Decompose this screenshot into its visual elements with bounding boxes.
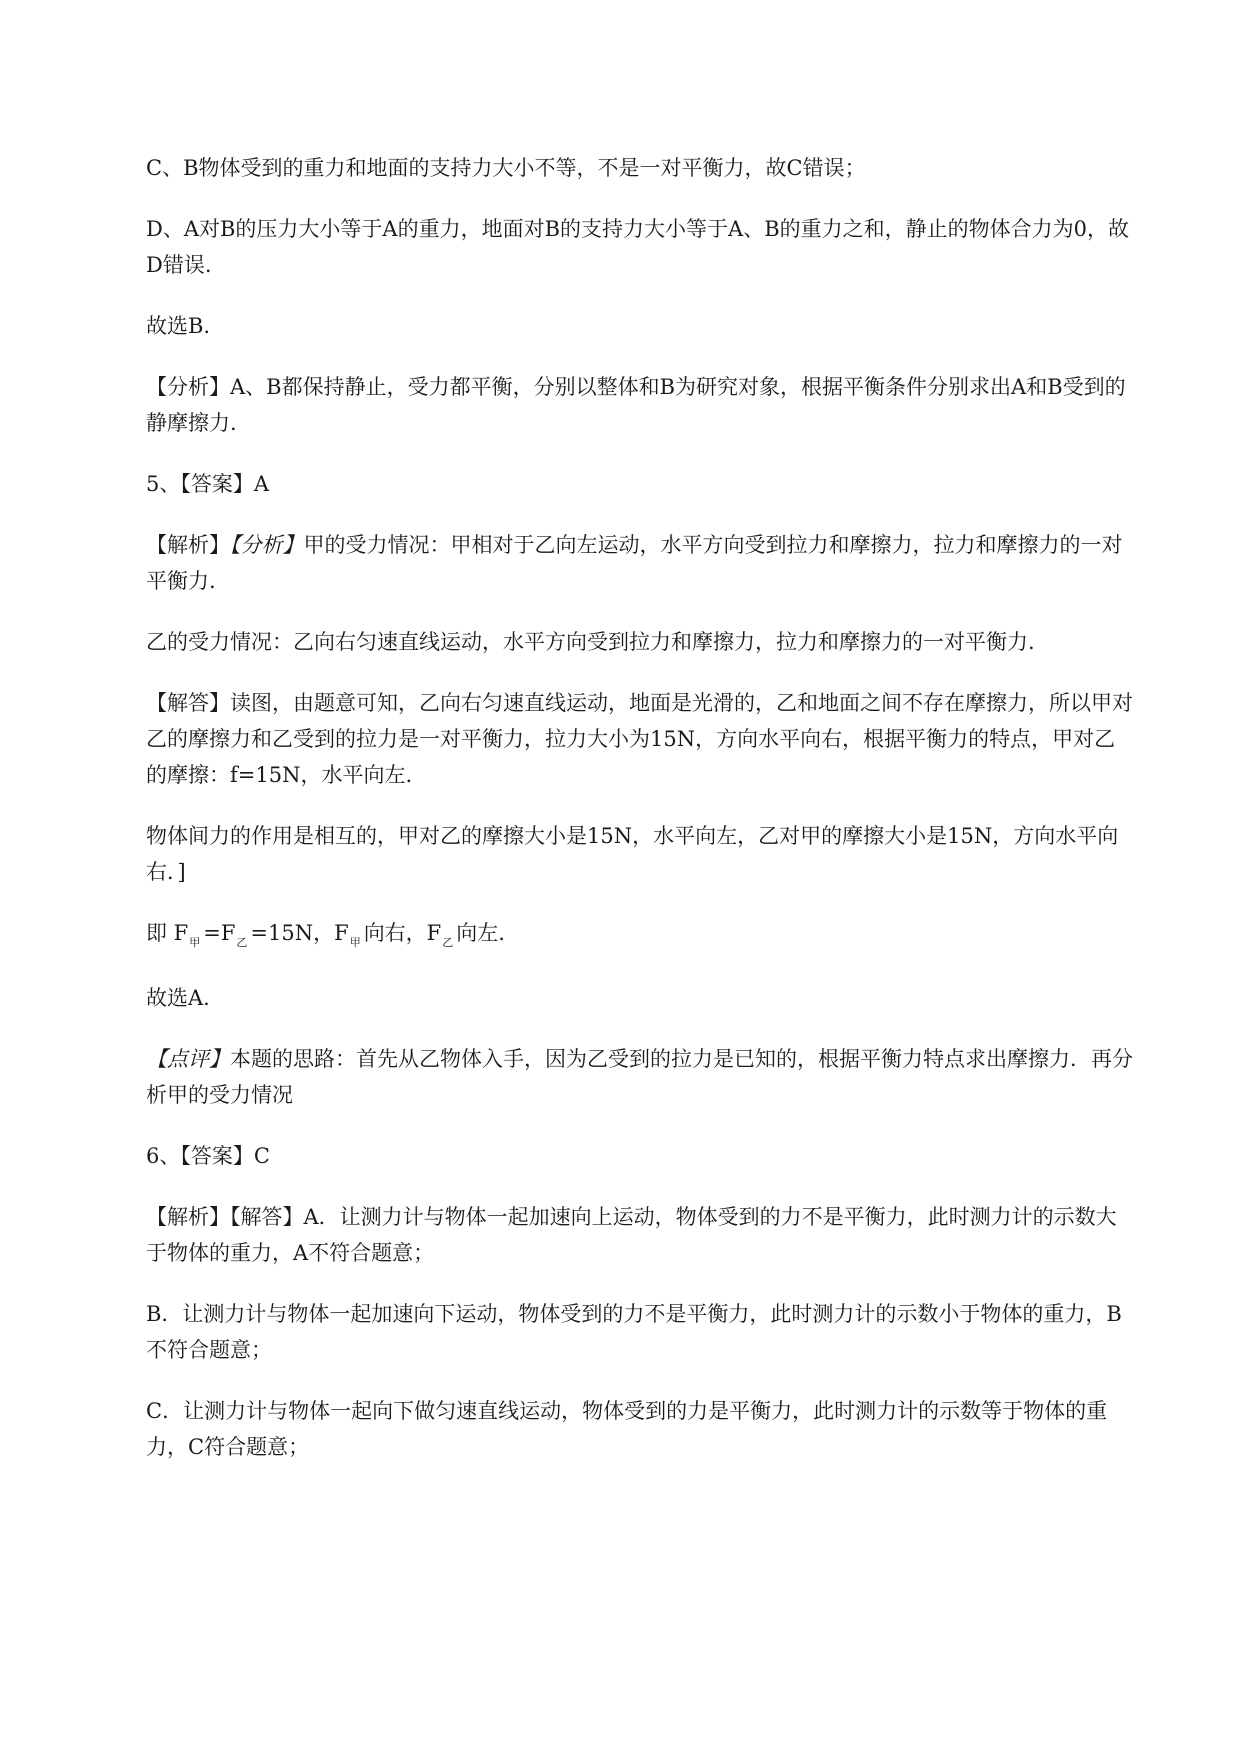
paragraph-explanation-5 (146, 527, 1136, 599)
paragraph-choose-b: 故选B. (146, 314, 211, 338)
paragraph-option-c-6: C．让测力计与物体一起向下做匀速直线运动，物体受到的力是平衡力，此时测力计的示数等于物体的重力，C符合题意； (146, 1399, 1108, 1459)
equation-text: 向左. (456, 921, 505, 945)
paragraph-comment-5 (146, 1041, 1136, 1113)
explanation-label: 【解析】 (146, 533, 230, 557)
paragraph-option-a-6: 【解析】【解答】A．让测力计与物体一起加速向上运动，物体受到的力不是平衡力，此时测力计的示数大于物体的重力，A不符合题意； (146, 1205, 1117, 1265)
document-page (146, 150, 1136, 1490)
equation-text: 向右，F (363, 921, 442, 945)
answer-6-heading: 6、【答案】C (146, 1144, 270, 1168)
paragraph-c-option: C、B物体受到的重力和地面的支持力大小不等，不是一对平衡力，故C错误； (146, 156, 866, 180)
equation-text: =15N，F (250, 921, 349, 945)
equation-subscript: 甲 (189, 936, 201, 949)
paragraph-yi-forces: 乙的受力情况：乙向右匀速直线运动，水平方向受到拉力和摩擦力，拉力和摩擦力的一对平衡力. (146, 630, 1035, 654)
equation-subscript: 甲 (349, 936, 361, 949)
comment-label: 【点评】 (146, 1047, 230, 1071)
answer-5-heading: 5、【答案】A (146, 472, 270, 496)
equation-text: =F (203, 921, 236, 945)
analysis-label: 【分析】 (230, 533, 304, 557)
explanation-text: 甲的受力情况：甲相对于乙向左运动，水平方向受到拉力和摩擦力，拉力和摩擦力的一对平衡力. (146, 533, 1123, 593)
paragraph-option-b-6: B．让测力计与物体一起加速向下运动，物体受到的力不是平衡力，此时测力计的示数小于物体的重力，B不符合题意； (146, 1302, 1122, 1362)
paragraph-choose-a: 故选A. (146, 986, 210, 1010)
paragraph-d-option: D、A对B的压力大小等于A的重力，地面对B的支持力大小等于A、B的重力之和，静止的物体合力为0，故D错误. (146, 217, 1129, 277)
paragraph-force-equation (146, 915, 1136, 955)
equation-subscript: 乙 (442, 936, 454, 949)
equation-subscript: 乙 (236, 936, 248, 949)
paragraph-solution-5: 【解答】读图，由题意可知，乙向右匀速直线运动，地面是光滑的，乙和地面之间不存在摩擦力，所以甲对乙的摩擦力和乙受到的拉力是一对平衡力，拉力大小为15N，方向水平向右，根据平衡力的特点，甲对乙的摩擦：f=15N，水平向左. (146, 691, 1133, 787)
comment-text: 本题的思路：首先从乙物体入手，因为乙受到的拉力是已知的，根据平衡力特点求出摩擦力．再分析甲的受力情况 (146, 1047, 1133, 1107)
paragraph-analysis-4: 【分析】A、B都保持静止，受力都平衡，分别以整体和B为研究对象，根据平衡条件分别求出A和B受到的静摩擦力. (146, 375, 1126, 435)
equation-text: 即 F (146, 921, 189, 945)
paragraph-mutual-force: 物体间力的作用是相互的，甲对乙的摩擦大小是15N，水平向左，乙对甲的摩擦大小是15N，方向水平向右．] (146, 824, 1119, 884)
